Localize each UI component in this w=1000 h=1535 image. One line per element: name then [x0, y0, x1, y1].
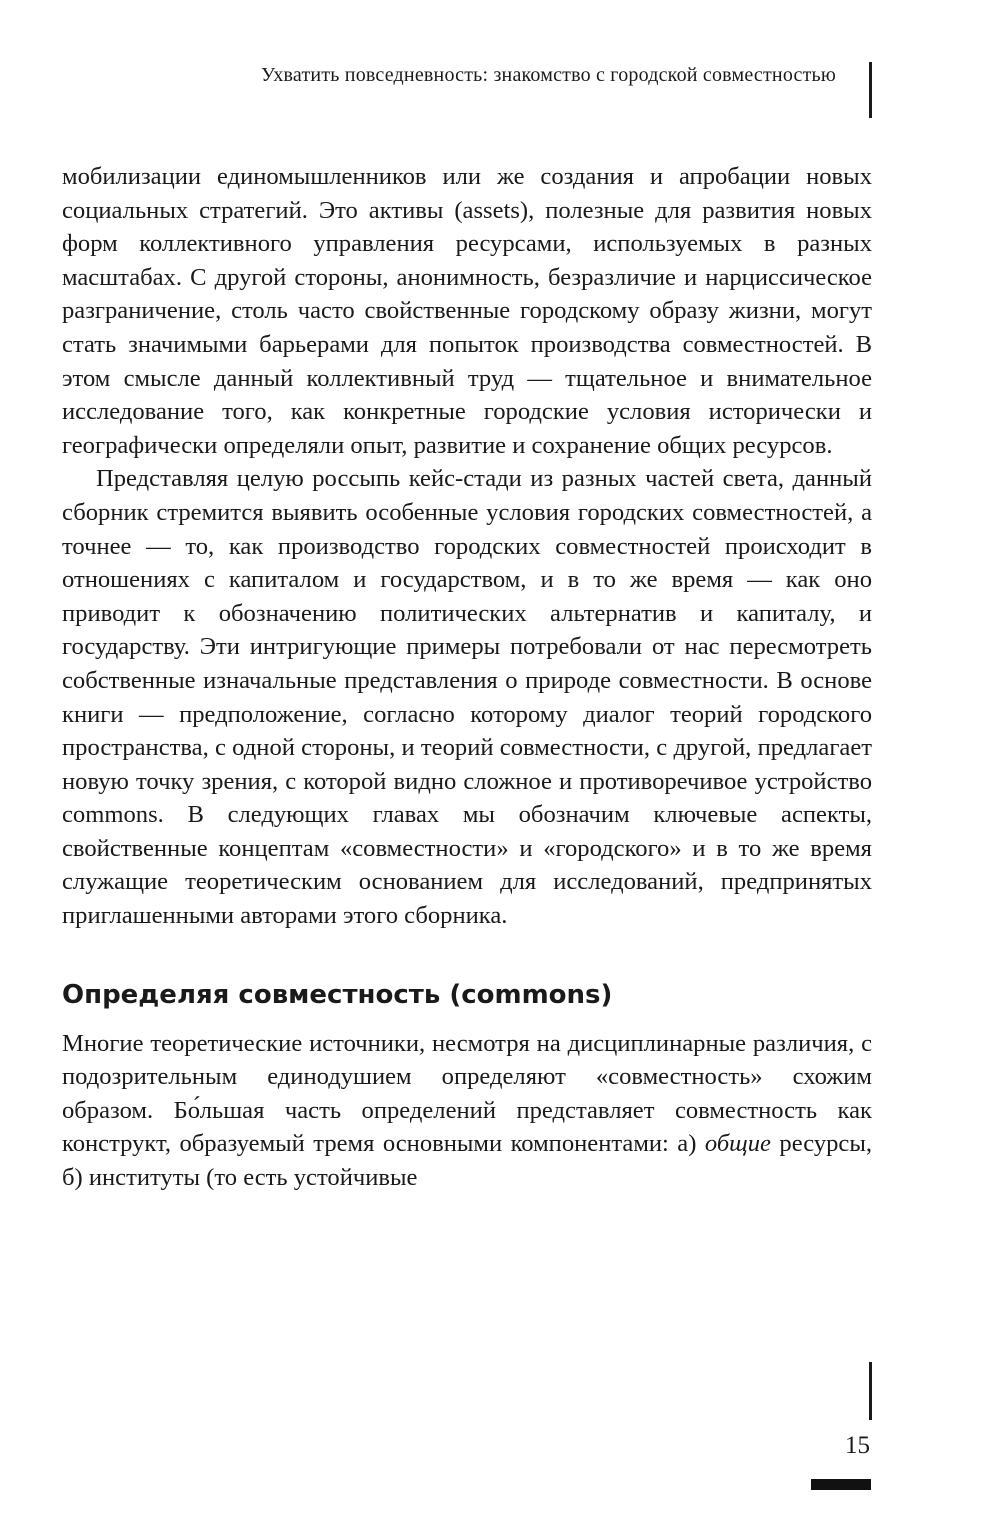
- running-header: Ухватить повседневность: знакомство с городской совместностью: [260, 64, 836, 86]
- paragraph: [62, 1027, 872, 1195]
- paragraph-text: ресурсы, б) институты (то есть устойчивые: [62, 1130, 872, 1192]
- footer-vertical-rule: [869, 1362, 872, 1420]
- paragraph: Представляя целую россыпь кейс-стади из разных частей света, данный сборник стремится выявить особенные условия городских совместностей, а точнее — то, как производство городских совместностей происходит в отношениях с капиталом и государством, и в то же время — как оно приводит к обозначению политических альтернатив и капиталу, и государству. Эти интригующие примеры потребовали от нас пересмотреть собственные изначальные представления о природе совместности. В основе книги — предположение, согласно которому диалог теорий городского пространства, с одной стороны, и теорий совместности, с другой, предлагает новую точку зрения, с которой видно сложное и противоречивое устройство commons. В следующих главах мы обозначим ключевые аспекты, свойственные концептам «совместности» и «городского» и в то же время служащие теоретическим основанием для исследований, предпринятых приглашенными авторами этого сборника.: [62, 465, 872, 930]
- emphasized-word: общие: [704, 1130, 771, 1158]
- page-number-bar: [811, 1479, 871, 1490]
- page-body: [62, 160, 872, 1195]
- paragraph-continued: мобилизации единомышленников или же создания и апробации новых социальных стратегий. Это активы (assets), полезные для развития новых форм коллективного управления ресурсами, используемых в разных масштабах. С другой стороны, анонимность, безразличие и нарциссическое разграничение, столь часто свойственные городскому образу жизни, могут стать значимыми барьерами для попыток производства совместностей. В этом смысле данный коллективный труд — тщательное и внимательное исследование того, как конкретные городские условия исторически и географически определяли опыт, развитие и сохранение общих ресурсов.: [62, 163, 872, 459]
- paragraph-text: Многие теоретические источники, несмотря на дисциплинарные различия, с подозрительным единодушием определяют «совместность» схожим образом. Бо́льшая часть определений представляет совместность как конструкт, образуемый тремя основными компонентами: а): [62, 1029, 872, 1158]
- section-heading: Определяя совместность (commons): [62, 979, 613, 1010]
- header-vertical-rule: [869, 62, 872, 118]
- page-number: 15: [845, 1432, 870, 1459]
